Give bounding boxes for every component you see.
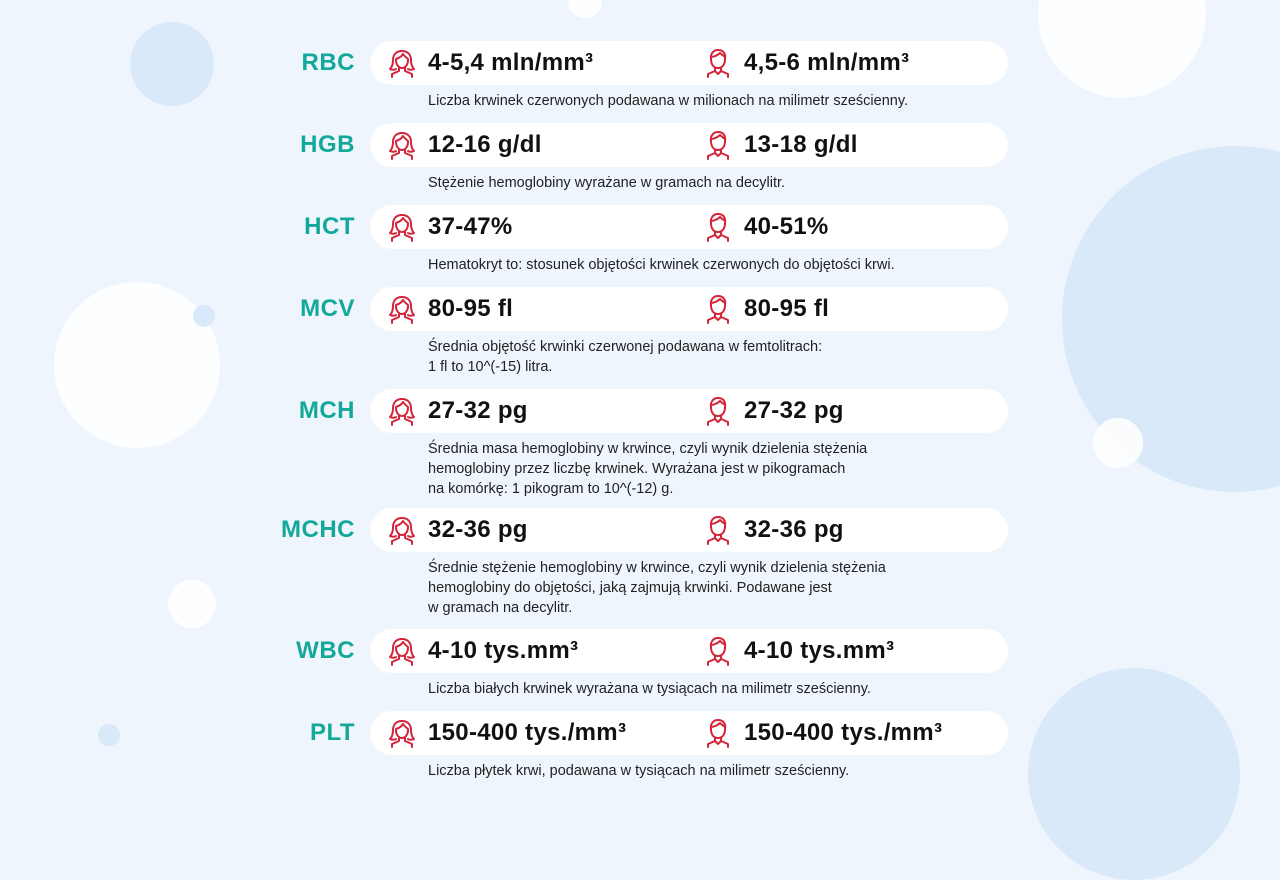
male-value-text: 32-36 pg: [744, 516, 844, 543]
background-bubble: [1038, 0, 1206, 98]
female-icon: [388, 212, 416, 242]
male-value: [704, 389, 844, 433]
parameter-description: Średnia masa hemoglobiny w krwince, czyli wynik dzielenia stężenia hemoglobiny przez liczbę krwinek. Wyrażana jest w pikogramach na komórkę: 1 pikogram to 10^(-12) g.: [428, 441, 868, 497]
male-icon: [704, 212, 732, 242]
parameter-code: MCV: [300, 295, 355, 322]
female-value: [388, 123, 542, 167]
female-value: [388, 508, 528, 552]
male-value-text: 150-400 tys./mm³: [744, 719, 943, 746]
female-icon: [388, 48, 416, 78]
parameter-description: Liczba płytek krwi, podawana w tysiącach na milimetr sześcienny.: [428, 763, 850, 779]
female-icon: [388, 636, 416, 666]
female-value: [388, 711, 626, 755]
male-value: [704, 123, 858, 167]
male-value: [704, 41, 909, 85]
male-value-text: 40-51%: [744, 213, 829, 240]
female-icon: [388, 294, 416, 324]
female-value: [388, 287, 513, 331]
male-icon: [704, 294, 732, 324]
female-value: [388, 629, 578, 673]
background-bubble: [568, 0, 602, 18]
background-bubble: [168, 580, 216, 628]
parameter-code: PLT: [309, 719, 355, 746]
male-value: [704, 508, 844, 552]
male-value: [704, 711, 942, 755]
parameter-code: HCT: [304, 213, 355, 240]
background-bubble: [98, 724, 120, 746]
parameter-description: Stężenie hemoglobiny wyrażane w gramach na decylitr.: [428, 175, 786, 191]
parameter-code: RBC: [301, 49, 355, 76]
parameter-code: MCHC: [281, 516, 355, 543]
female-value-text: 80-95 fl: [428, 295, 514, 322]
background-bubble: [1093, 418, 1143, 468]
background-bubble: [130, 22, 214, 106]
parameter-description: Liczba krwinek czerwonych podawana w milionach na milimetr sześcienny.: [428, 93, 909, 109]
female-icon: [388, 396, 416, 426]
background-bubble: [1028, 668, 1240, 880]
male-value: [704, 287, 829, 331]
background-bubble: [54, 282, 220, 448]
female-value: [388, 205, 513, 249]
female-icon: [388, 515, 416, 545]
parameter-code: MCH: [298, 397, 355, 424]
female-value-text: 27-32 pg: [428, 397, 528, 424]
male-value: [704, 629, 894, 673]
parameter-description: Średnie stężenie hemoglobiny w krwince, czyli wynik dzielenia stężenia hemoglobiny do objętości, jaką zajmują krwinki. Podawane jest w gramach na decylitr.: [428, 560, 886, 616]
parameter-code: HGB: [300, 131, 355, 158]
male-icon: [704, 396, 732, 426]
female-value-text: 150-400 tys./mm³: [428, 719, 627, 746]
female-value: [388, 41, 593, 85]
male-value-text: 80-95 fl: [744, 295, 830, 322]
parameter-description: Średnia objętość krwinki czerwonej podawana w femtolitrach: 1 fl to 10^(-15) litra.: [428, 339, 823, 375]
female-value-text: 12-16 g/dl: [428, 131, 542, 158]
male-value-text: 4-10 tys.mm³: [744, 637, 895, 664]
female-value-text: 37-47%: [428, 213, 513, 240]
male-value-text: 13-18 g/dl: [744, 131, 858, 158]
parameter-description: Hematokryt to: stosunek objętości krwinek czerwonych do objętości krwi.: [428, 257, 895, 273]
female-icon: [388, 718, 416, 748]
male-value-text: 27-32 pg: [744, 397, 844, 424]
female-icon: [388, 130, 416, 160]
male-icon: [704, 48, 732, 78]
female-value: [388, 389, 528, 433]
male-value-text: 4,5-6 mln/mm³: [744, 49, 910, 76]
male-icon: [704, 515, 732, 545]
parameter-description: Liczba białych krwinek wyrażana w tysiącach na milimetr sześcienny.: [428, 681, 871, 697]
female-value-text: 4-10 tys.mm³: [428, 637, 579, 664]
female-value-text: 4-5,4 mln/mm³: [428, 49, 594, 76]
female-value-text: 32-36 pg: [428, 516, 528, 543]
male-icon: [704, 130, 732, 160]
male-icon: [704, 718, 732, 748]
background-bubble: [193, 305, 215, 327]
male-value: [704, 205, 829, 249]
male-icon: [704, 636, 732, 666]
parameter-code: WBC: [296, 637, 355, 664]
